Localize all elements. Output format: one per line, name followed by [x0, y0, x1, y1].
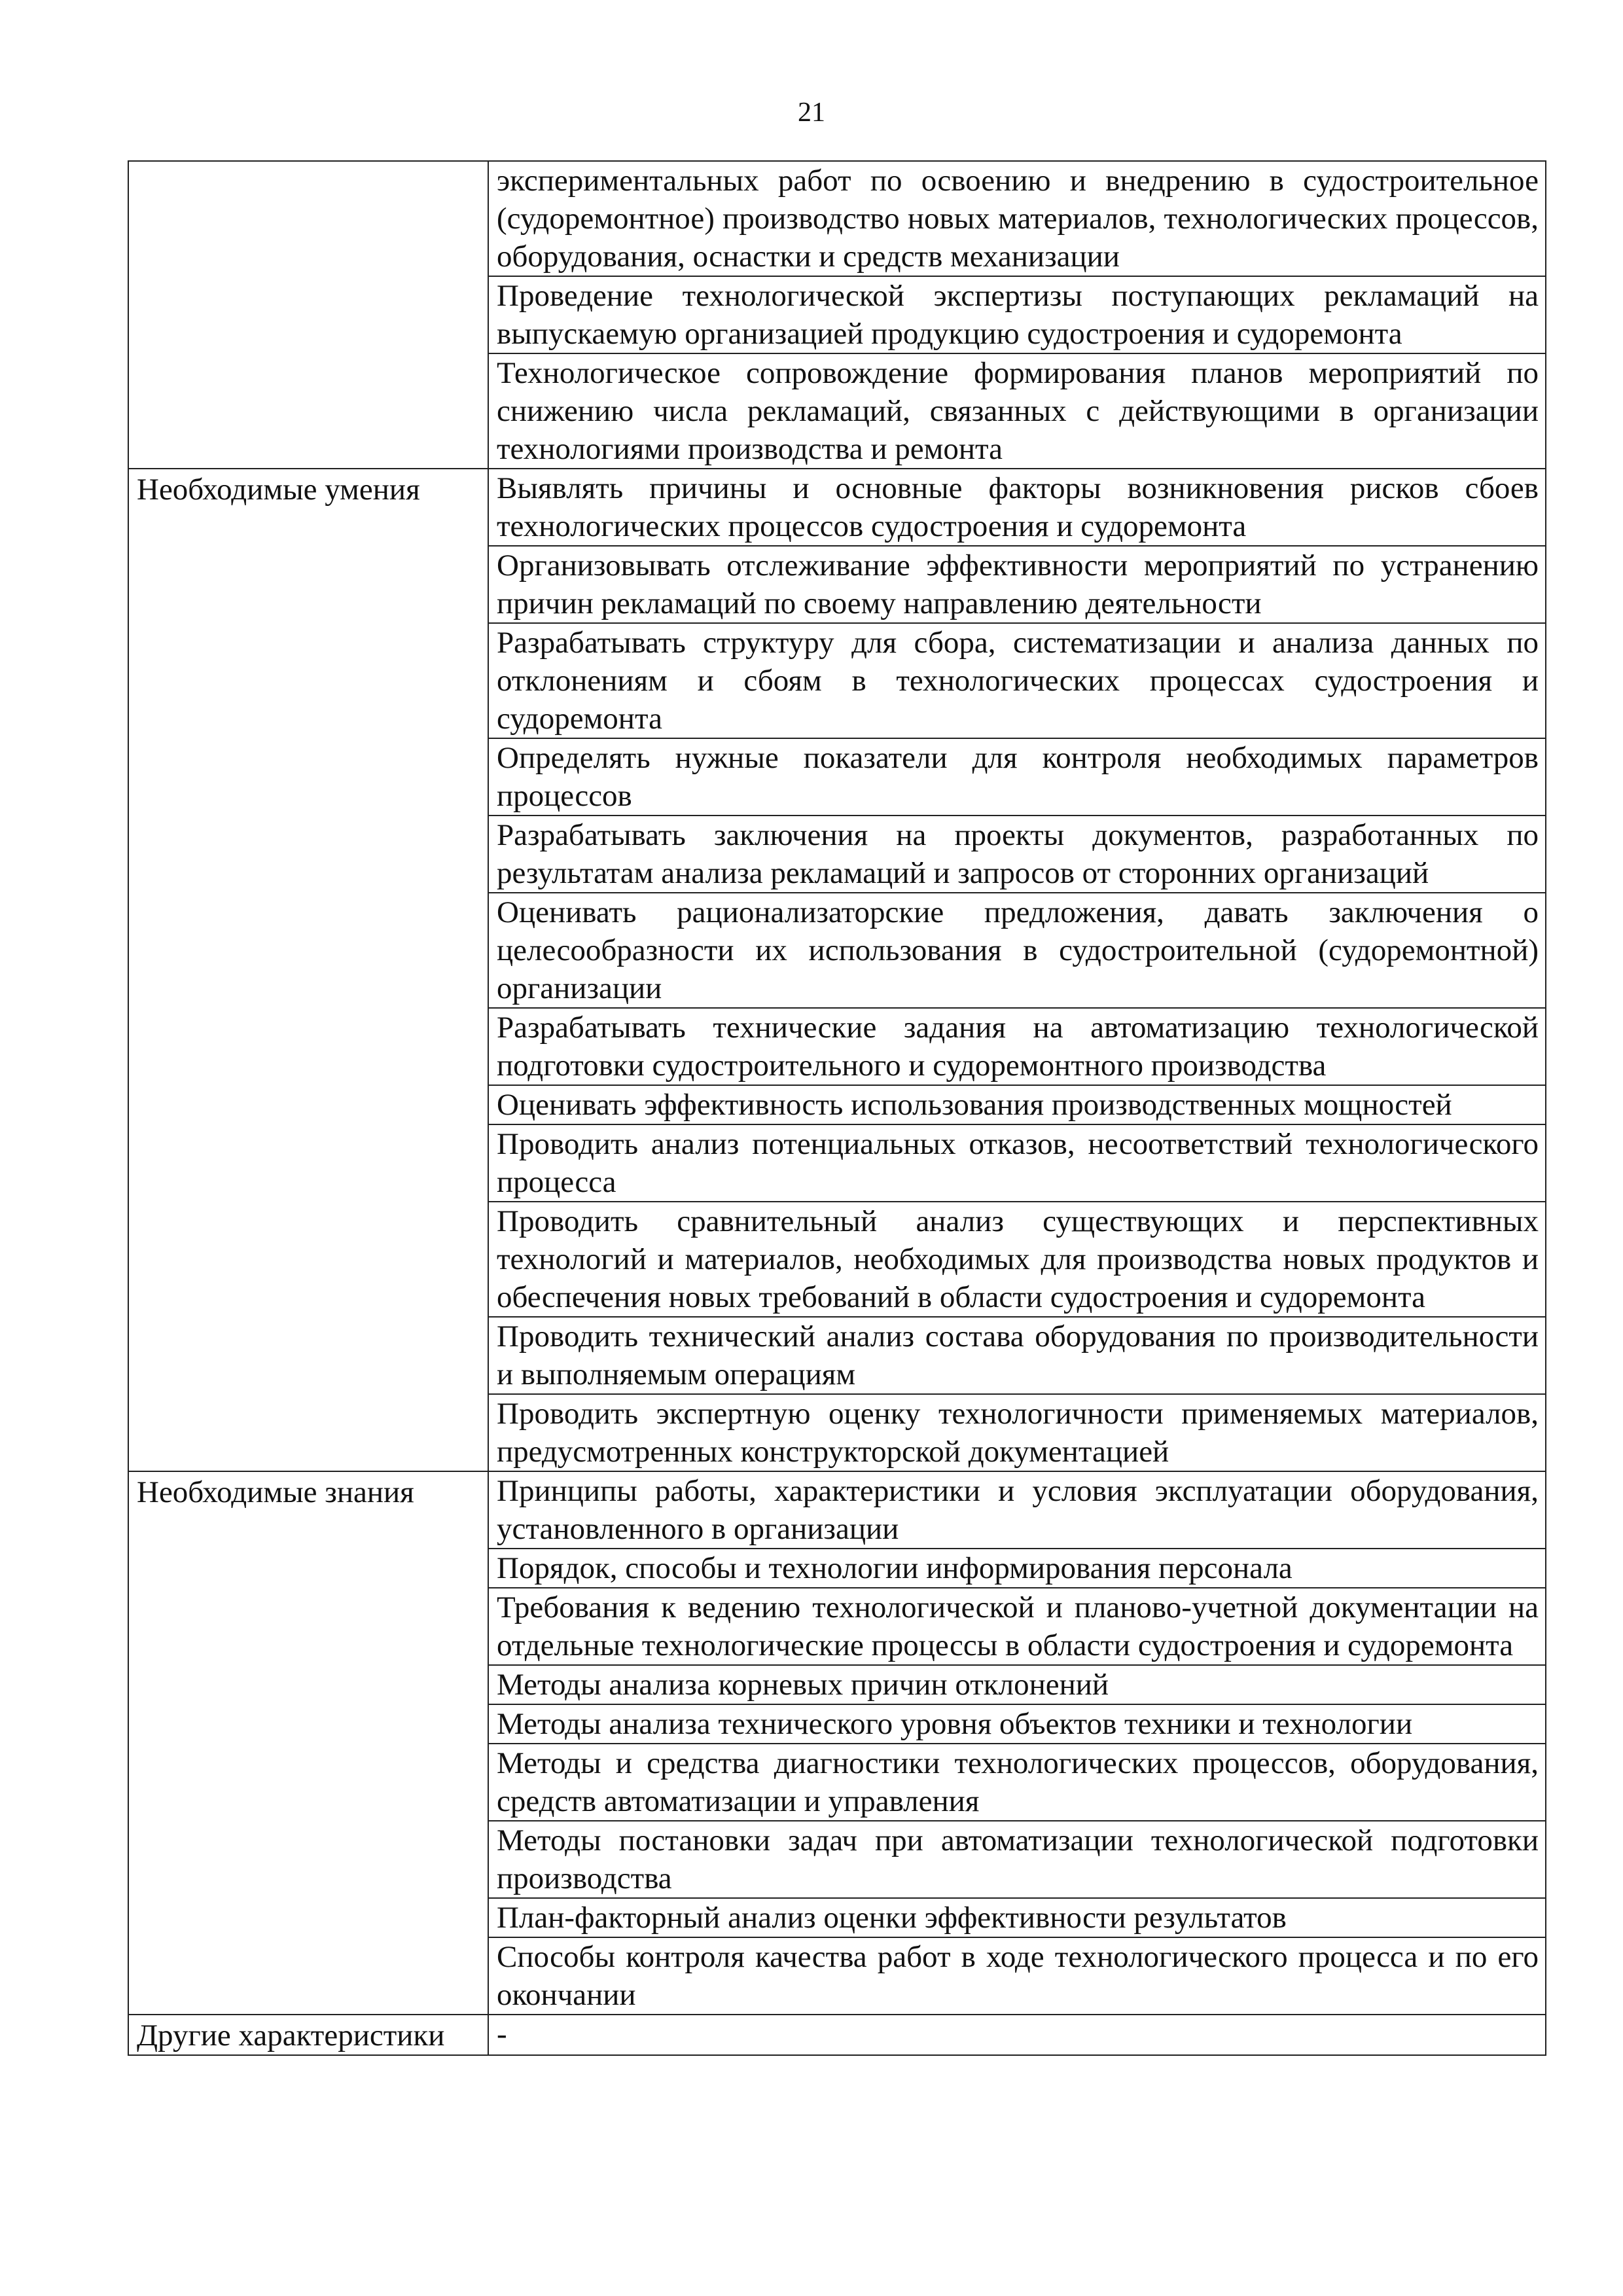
page-number: 21	[798, 98, 825, 128]
table-row	[128, 2015, 1546, 2055]
table-cell: Оценивать рационализаторские предложения, давать заключения о целесообразности их использования в судостроительной (судоремонтной) организации	[488, 893, 1546, 1008]
label-cell-empty	[128, 161, 488, 469]
table-cell: Порядок, способы и технологии информирования персонала	[488, 1549, 1546, 1588]
table-cell: Методы анализа корневых причин отклонений	[488, 1665, 1546, 1704]
table-cell: Методы анализа технического уровня объектов техники и технологии	[488, 1704, 1546, 1744]
table-row	[128, 469, 1546, 546]
table-cell: Разрабатывать структуру для сбора, систематизации и анализа данных по отклонениям и сбоям в технологических процессах судостроения и судоремонта	[488, 623, 1546, 738]
table-cell: Проводить анализ потенциальных отказов, несоответствий технологического процесса	[488, 1124, 1546, 1202]
table-cell: Методы и средства диагностики технологических процессов, оборудования, средств автоматизации и управления	[488, 1744, 1546, 1821]
table-cell: Способы контроля качества работ в ходе технологического процесса и по его окончании	[488, 1937, 1546, 2015]
table-cell: Выявлять причины и основные факторы возникновения рисков сбоев технологических процессов судостроения и судоремонта	[488, 469, 1546, 546]
other-value: -	[488, 2015, 1546, 2055]
table-cell: Разрабатывать заключения на проекты документов, разработанных по результатам анализа рекламаций и запросов от сторонних организаций	[488, 816, 1546, 893]
table-cell: экспериментальных работ по освоению и внедрению в судостроительное (судоремонтное) производство новых материалов, технологических процессов, оборудования, оснастки и средств механизации	[488, 161, 1546, 276]
table-cell: Проводить экспертную оценку технологичности применяемых материалов, предусмотренных конструкторской документацией	[488, 1394, 1546, 1471]
table-cell: Проведение технологической экспертизы поступающих рекламаций на выпускаемую организацией продукцию судостроения и судоремонта	[488, 276, 1546, 353]
table-cell: Проводить технический анализ состава оборудования по производительности и выполняемым операциям	[488, 1317, 1546, 1394]
table-row	[128, 1471, 1546, 1549]
table-cell: Методы постановки задач при автоматизации технологической подготовки производства	[488, 1821, 1546, 1898]
table-cell: Требования к ведению технологической и планово-учетной документации на отдельные технологические процессы в области судостроения и судоремонта	[488, 1588, 1546, 1665]
qualification-table	[128, 160, 1546, 2056]
skills-label: Необходимые умения	[128, 469, 488, 1471]
table-cell: Разрабатывать технические задания на автоматизацию технологической подготовки судостроительного и судоремонтного производства	[488, 1008, 1546, 1085]
knowledge-label: Необходимые знания	[128, 1471, 488, 2015]
table-cell: Технологическое сопровождение формирования планов мероприятий по снижению числа рекламаций, связанных с действующими в организации технологиями производства и ремонта	[488, 353, 1546, 469]
table-cell: Организовывать отслеживание эффективности мероприятий по устранению причин рекламаций по своему направлению деятельности	[488, 546, 1546, 623]
other-label: Другие характеристики	[128, 2015, 488, 2055]
table-row	[128, 161, 1546, 276]
table-cell: План-факторный анализ оценки эффективности результатов	[488, 1898, 1546, 1937]
table-cell: Определять нужные показатели для контроля необходимых параметров процессов	[488, 738, 1546, 816]
table-cell: Проводить сравнительный анализ существующих и перспективных технологий и материалов, необходимых для производства новых продуктов и обеспечения новых требований в области судостроения и судоремонта	[488, 1202, 1546, 1317]
table-cell: Принципы работы, характеристики и условия эксплуатации оборудования, установленного в организации	[488, 1471, 1546, 1549]
table-cell: Оценивать эффективность использования производственных мощностей	[488, 1085, 1546, 1124]
